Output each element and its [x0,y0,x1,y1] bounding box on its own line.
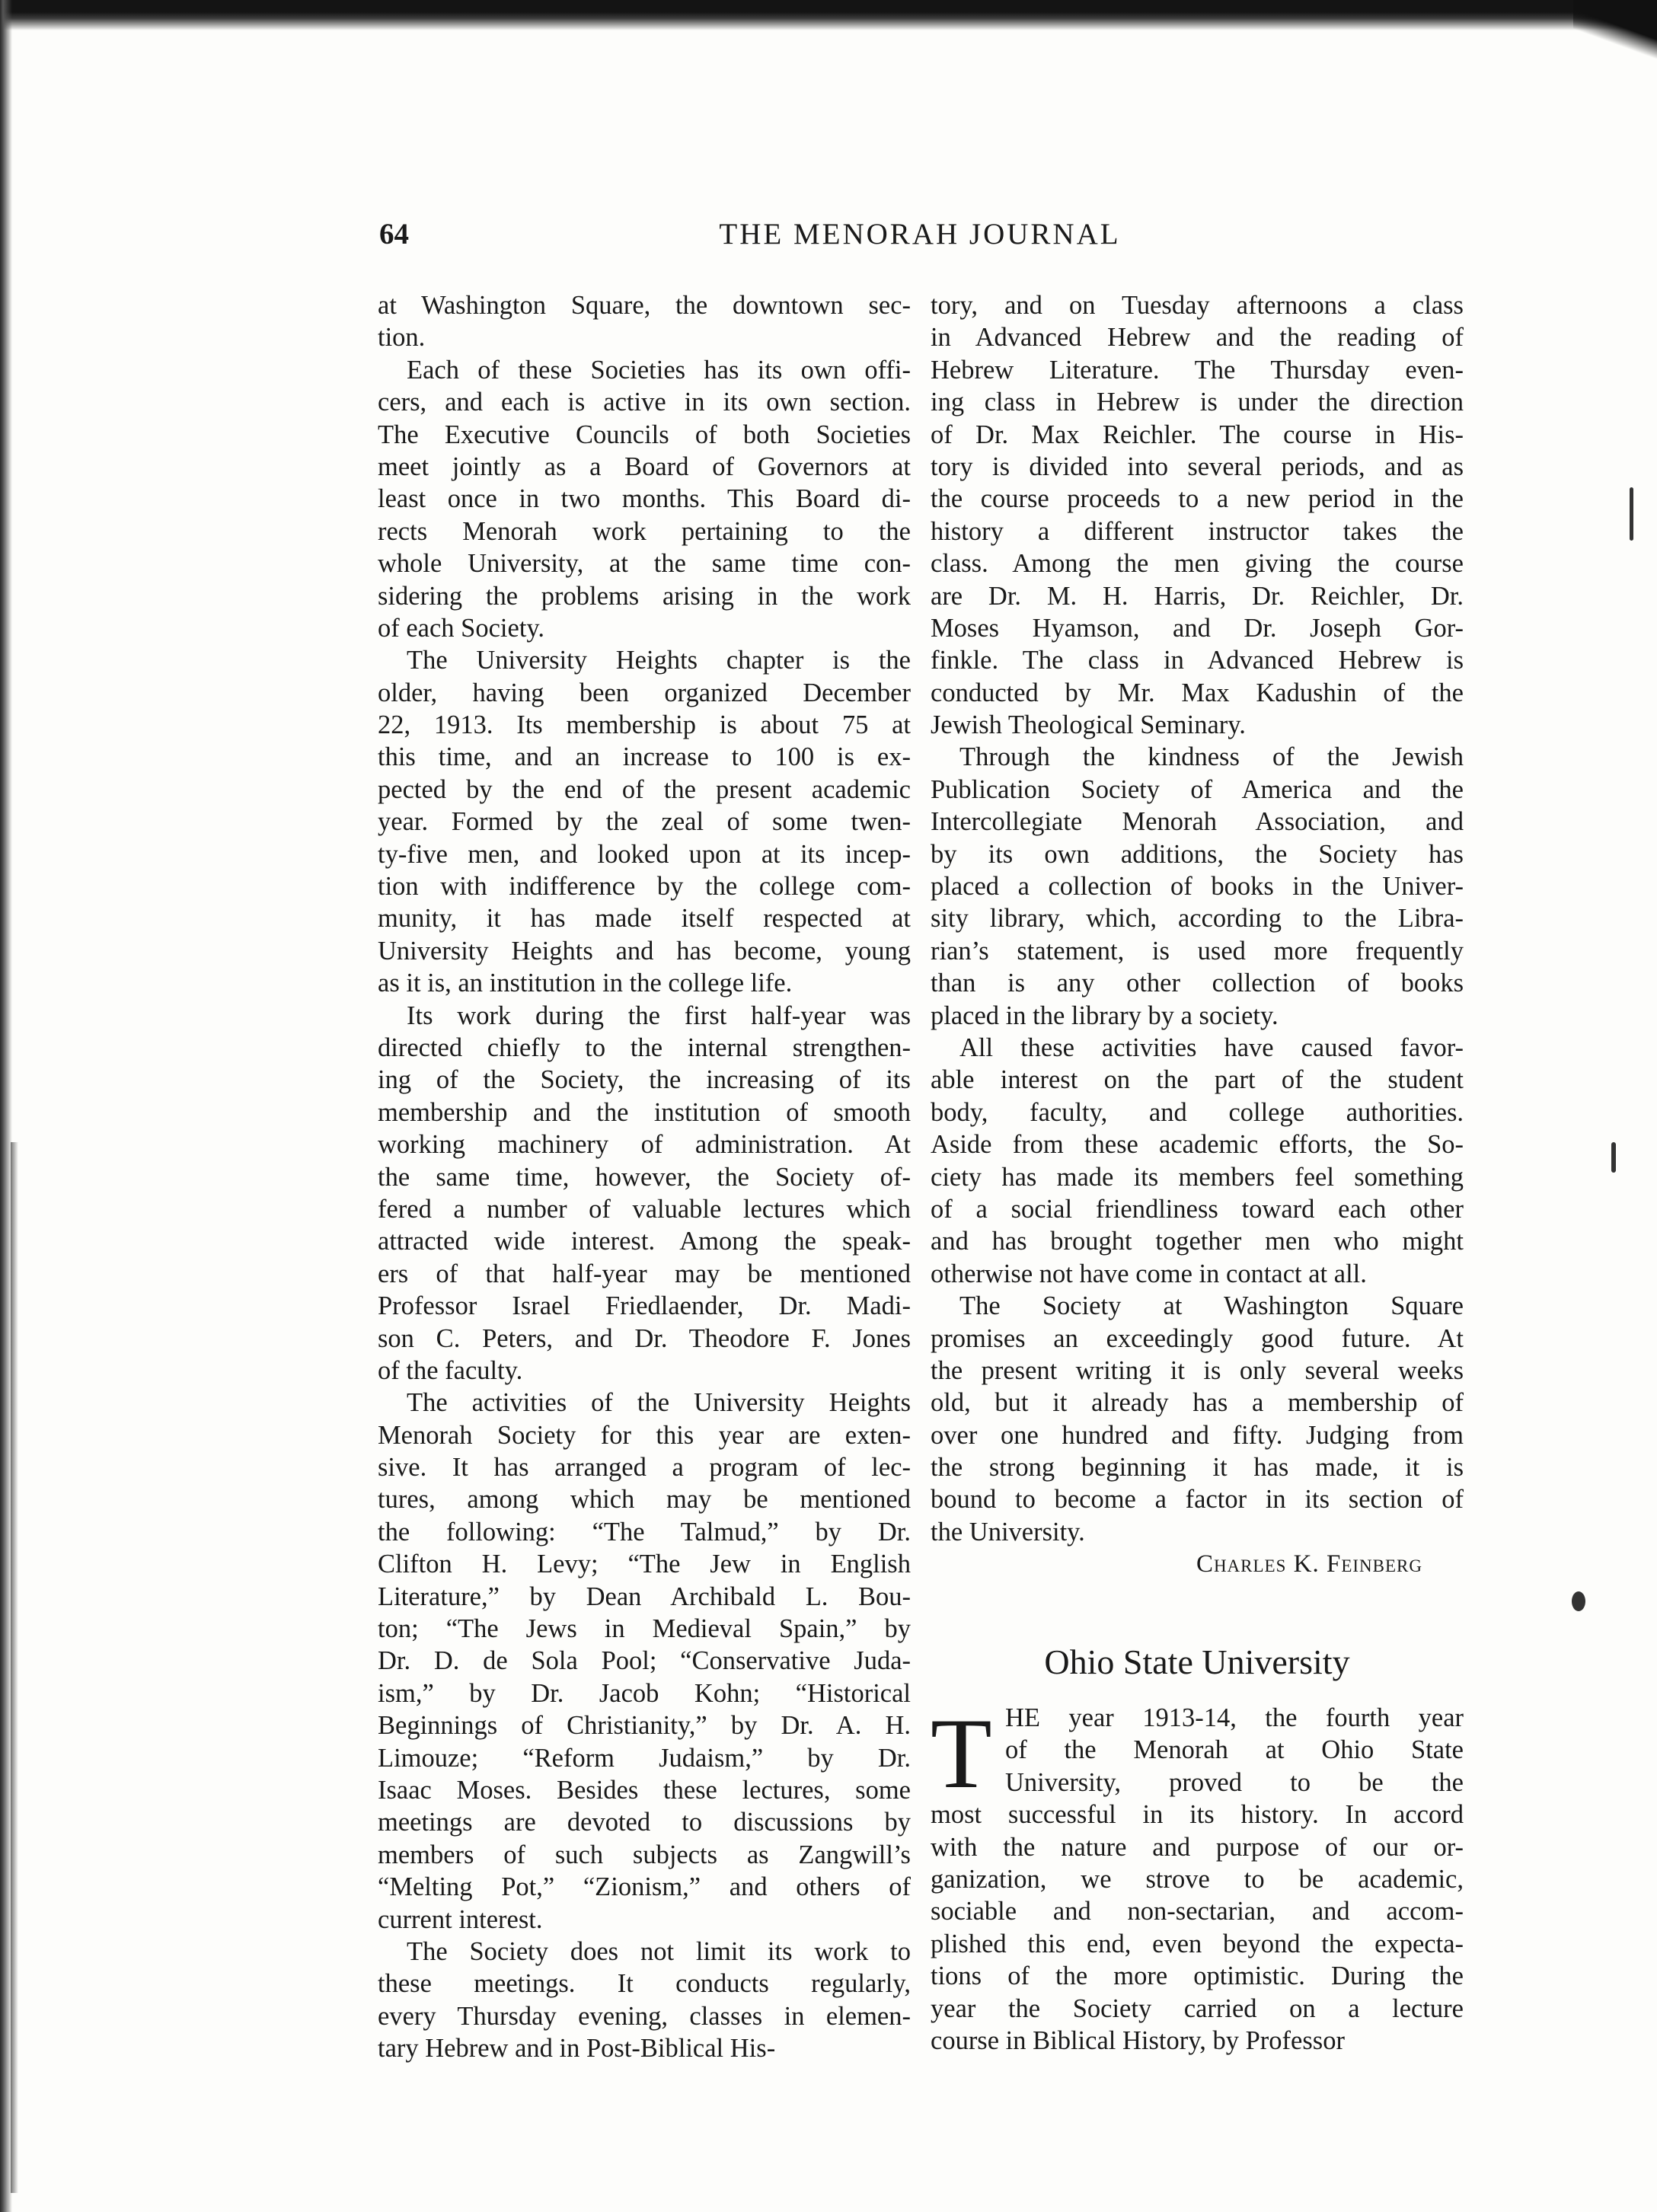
text-line: Limouze; “Reform Judaism,” by Dr. [378,1743,911,1773]
text-line: finkle. The class in Advanced Hebrew is [931,646,1464,675]
text-line: Publication Society of America and the [931,774,1464,804]
text-line: the strong beginning it has made, it is [931,1453,1464,1483]
text-line: The activities of the University Heights [407,1388,911,1418]
ink-smudge [1611,1142,1616,1173]
text-line: older, having been organized December [378,678,911,707]
text-line: 22, 1913. Its membership is about 75 at [378,710,911,740]
text-line: Its work during the first half-year was [407,1001,911,1030]
text-line: old, but it already has a membership of [931,1388,1464,1418]
text-line: Professor Israel Friedlaender, Dr. Madi- [378,1291,911,1321]
text-line: Isaac Moses. Besides these lectures, some [378,1775,911,1805]
text-line: Dr. D. de Sola Pool; “Conservative Juda- [378,1646,911,1676]
running-head: THE MENORAH JOURNAL [719,218,1121,251]
text-line: placed a collection of books in the Univer- [931,872,1464,902]
text-line: tures, among which may be mentioned [378,1485,911,1515]
text-line: ing of the Society, the increasing of its [378,1065,911,1095]
text-line: Beginnings of Christianity,” by Dr. A. H. [378,1711,911,1741]
text-line: rects Menorah work pertaining to the [378,516,911,546]
text-line: these meetings. It conducts regularly, [378,1969,911,1999]
text-line: the University. [931,1517,1085,1546]
text-line: The University Heights chapter is the [407,646,911,675]
text-line: the present writing it is only several weeks [931,1355,1464,1385]
drop-cap: T [931,1697,992,1809]
text-line: University Heights and has become, young [378,936,911,966]
text-line: ers of that half-year may be mentioned [378,1259,911,1288]
text-line: sidering the problems arising in the work [378,581,911,611]
text-line: Menorah Society for this year are exten- [378,1420,911,1450]
text-line: munity, it has made itself respected at [378,904,911,934]
text-line: pected by the end of the present academic [378,774,911,804]
text-line: HE year 1913-14, the fourth year [1005,1703,1464,1732]
scan-border-top [0,0,1657,30]
text-line: meetings are devoted to discussions by [378,1808,911,1837]
text-line: this time, and an increase to 100 is ex- [378,742,911,772]
text-line: Aside from these academic efforts, the So- [931,1130,1464,1160]
text-line: most successful in its history. In accord [931,1800,1464,1830]
ink-smudge [1630,487,1633,541]
text-line: directed chiefly to the internal strengthen- [378,1033,911,1062]
text-line: plished this end, even beyond the expecta- [931,1929,1464,1958]
text-line: University, proved to be the [1005,1767,1464,1797]
right-column [931,289,1464,1581]
text-line: Literature,” by Dean Archibald L. Bou- [378,1582,911,1611]
text-line: Hebrew Literature. The Thursday even- [931,355,1464,385]
text-line: of Dr. Max Reichler. The course in His- [931,420,1464,449]
text-line: in Advanced Hebrew and the reading of [931,323,1464,353]
text-line: son C. Peters, and Dr. Theodore F. Jones [378,1323,911,1353]
text-line: of a social friendliness toward each other [931,1194,1464,1224]
text-line: every Thursday evening, classes in elemen- [378,2001,911,2031]
left-column [378,289,911,2064]
author-signature: Charles K. Feinberg [1196,1550,1422,1578]
ink-smudge [1572,1591,1585,1611]
text-line: and has brought together men who might [931,1227,1464,1256]
text-line: tory is divided into several periods, and as [931,452,1464,481]
text-line: of the faculty. [378,1355,523,1385]
text-line: class. Among the men giving the course [931,549,1464,579]
text-line: members of such subjects as Zangwill’s [378,1840,911,1869]
text-line: The Executive Councils of both Societies [378,420,911,449]
text-line: ism,” by Dr. Jacob Kohn; “Historical [378,1678,911,1708]
text-line: of each Society. [378,613,545,643]
text-line: whole University, at the same time con- [378,549,911,579]
text-line: ing class in Hebrew is under the direction [931,388,1464,417]
text-line: Each of these Societies has its own offi- [407,355,911,385]
text-line: Jewish Theological Seminary. [931,710,1246,740]
text-line: bound to become a factor in its section of [931,1485,1464,1515]
text-line: Intercollegiate Menorah Association, and [931,807,1464,837]
text-line: as it is, an institution in the college life. [378,969,793,998]
text-line: by its own additions, the Society has [931,839,1464,869]
text-line: sive. It has arranged a program of lec- [378,1453,911,1483]
text-line: ty-five men, and looked upon at its incep- [378,839,911,869]
text-line: than is any other collection of books [931,969,1464,998]
text-line: with the nature and purpose of our or- [931,1832,1464,1862]
text-line: The Society does not limit its work to [407,1936,911,1966]
text-line: course in Biblical History, by Professor [931,2025,1345,2055]
text-line: year the Society carried on a lecture [931,1993,1464,2023]
text-line: tion. [378,323,426,353]
text-line: the course proceeds to a new period in the [931,484,1464,514]
text-line: of the Menorah at Ohio State [1005,1735,1464,1765]
text-line: All these activities have caused favor- [959,1033,1464,1062]
text-line: over one hundred and fifty. Judging from [931,1420,1464,1450]
text-line: year. Formed by the zeal of some twen- [378,807,911,837]
text-line: the same time, however, the Society of- [378,1162,911,1192]
text-line: cers, and each is active in its own section. [378,388,911,417]
text-line: otherwise not have come in contact at all. [931,1259,1367,1288]
text-line: current interest. [378,1904,543,1934]
text-line: tions of the more optimistic. During the [931,1961,1464,1991]
text-line: ciety has made its members feel something [931,1162,1464,1192]
text-line: fered a number of valuable lectures which [378,1194,911,1224]
text-line: at Washington Square, the downtown sec- [378,291,911,320]
text-line: placed in the library by a society. [931,1001,1279,1030]
text-line: least once in two months. This Board di- [378,484,911,514]
text-line: tory, and on Tuesday afternoons a class [931,291,1464,320]
text-line: sociable and non-sectarian, and accom- [931,1897,1464,1926]
text-line: membership and the institution of smooth [378,1097,911,1127]
text-line: sity library, which, according to the Libra- [931,904,1464,934]
text-line: working machinery of administration. At [378,1130,911,1160]
text-line: tary Hebrew and in Post-Biblical His- [378,2034,776,2064]
scan-edge-shadow [11,1142,18,2193]
text-line: able interest on the part of the student [931,1065,1464,1095]
text-line: are Dr. M. H. Harris, Dr. Reichler, Dr. [931,581,1464,611]
page-number: 64 [379,218,409,251]
scan-corner-shadow [1573,0,1657,69]
text-line: the following: “The Talmud,” by Dr. [378,1517,911,1546]
text-line: history a different instructor takes the [931,516,1464,546]
text-line: “Melting Pot,” “Zionism,” and others of [378,1872,911,1902]
text-line: promises an exceedingly good future. At [931,1323,1464,1353]
text-line: The Society at Washington Square [959,1291,1464,1321]
text-line: meet jointly as a Board of Governors at [378,452,911,481]
text-line: ganization, we strove to be academic, [931,1864,1464,1894]
text-line: conducted by Mr. Max Kadushin of the [931,678,1464,707]
text-line: Clifton H. Levy; “The Jew in English [378,1550,911,1579]
ohio-section-body [931,1697,1464,2057]
page-header [379,217,1461,263]
text-line: Through the kindness of the Jewish [959,742,1464,772]
text-line: attracted wide interest. Among the speak- [378,1227,911,1256]
text-line: Moses Hyamson, and Dr. Joseph Gor- [931,613,1464,643]
text-line: rian’s statement, is used more frequently [931,936,1464,966]
text-line: body, faculty, and college authorities. [931,1097,1464,1127]
text-line: ton; “The Jews in Medieval Spain,” by [378,1614,911,1644]
section-heading: Ohio State University [1044,1642,1350,1681]
text-line: tion with indifference by the college com- [378,872,911,902]
